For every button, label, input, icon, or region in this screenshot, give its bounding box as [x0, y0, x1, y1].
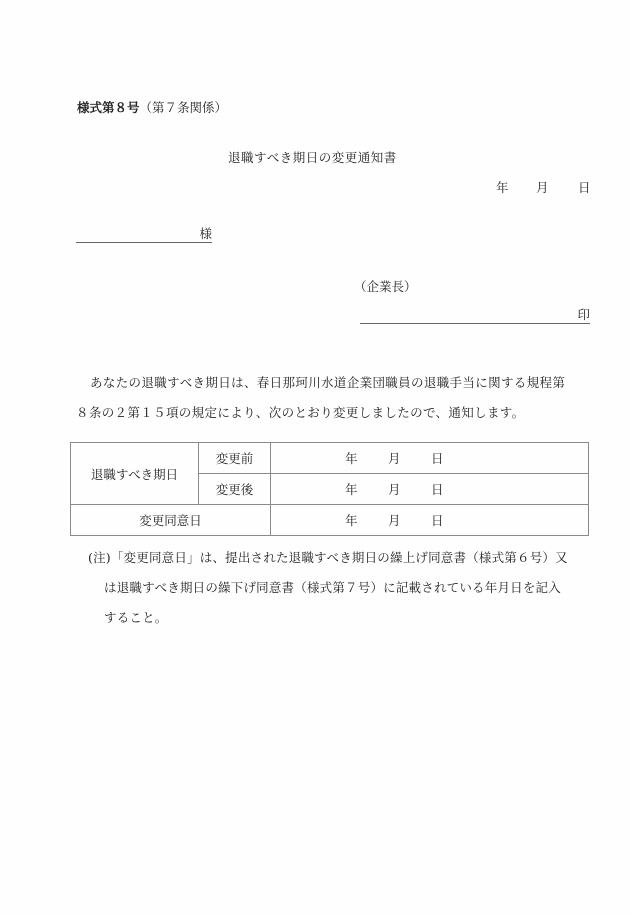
notice-body-line-1: あなたの退職すべき期日は、春日那珂川水道企業団職員の退職手当に関する規程第: [90, 375, 566, 390]
form-number-article: （第７条関係）: [139, 100, 228, 115]
year-label: 年: [345, 451, 358, 466]
addressee-honorific: 様: [199, 226, 212, 241]
agreement-date-label: 変更同意日: [71, 505, 271, 536]
issuer-signature-field: [360, 307, 590, 324]
footnote-line-3: すること。: [104, 610, 168, 625]
issue-date: [496, 178, 591, 196]
seal-mark: 印: [577, 307, 590, 322]
before-change-date: [271, 443, 589, 474]
change-date-table: [70, 442, 589, 536]
day-label: 日: [578, 180, 591, 195]
month-label: 月: [388, 513, 401, 528]
footnote-line-2: は退職すべき期日の繰下げ同意書（様式第７号）に記載されている年月日を記入: [104, 580, 561, 595]
issuer-title: （企業長）: [354, 279, 417, 294]
before-change-label: 変更前: [199, 443, 271, 474]
notice-body: [76, 368, 565, 428]
form-number-main: 様式第８号: [77, 100, 140, 115]
notice-body-line-2: ８条の２第１５項の規定により、次のとおり変更しましたので、通知します。: [76, 405, 525, 420]
year-label: 年: [345, 513, 358, 528]
after-change-date: [271, 474, 589, 505]
form-number: [77, 98, 227, 116]
day-label: 日: [431, 513, 444, 528]
footnote-line-1: (注)「変更同意日」は、提出された退職すべき期日の繰上げ同意書（様式第６号）又: [88, 550, 568, 565]
day-label: 日: [431, 451, 444, 466]
year-label: 年: [345, 482, 358, 497]
document-title: 退職すべき期日の変更通知書: [228, 150, 397, 165]
month-label: 月: [388, 482, 401, 497]
table-row-agreement: [71, 505, 589, 536]
day-label: 日: [431, 482, 444, 497]
agreement-date: [271, 505, 589, 536]
table-row-before: [71, 443, 589, 474]
month-label: 月: [388, 451, 401, 466]
after-change-label: 変更後: [199, 474, 271, 505]
year-label: 年: [496, 180, 509, 195]
month-label: 月: [536, 180, 549, 195]
addressee-field: [76, 226, 212, 243]
retirement-date-label: 退職すべき期日: [71, 443, 199, 505]
footnote: [88, 543, 568, 633]
